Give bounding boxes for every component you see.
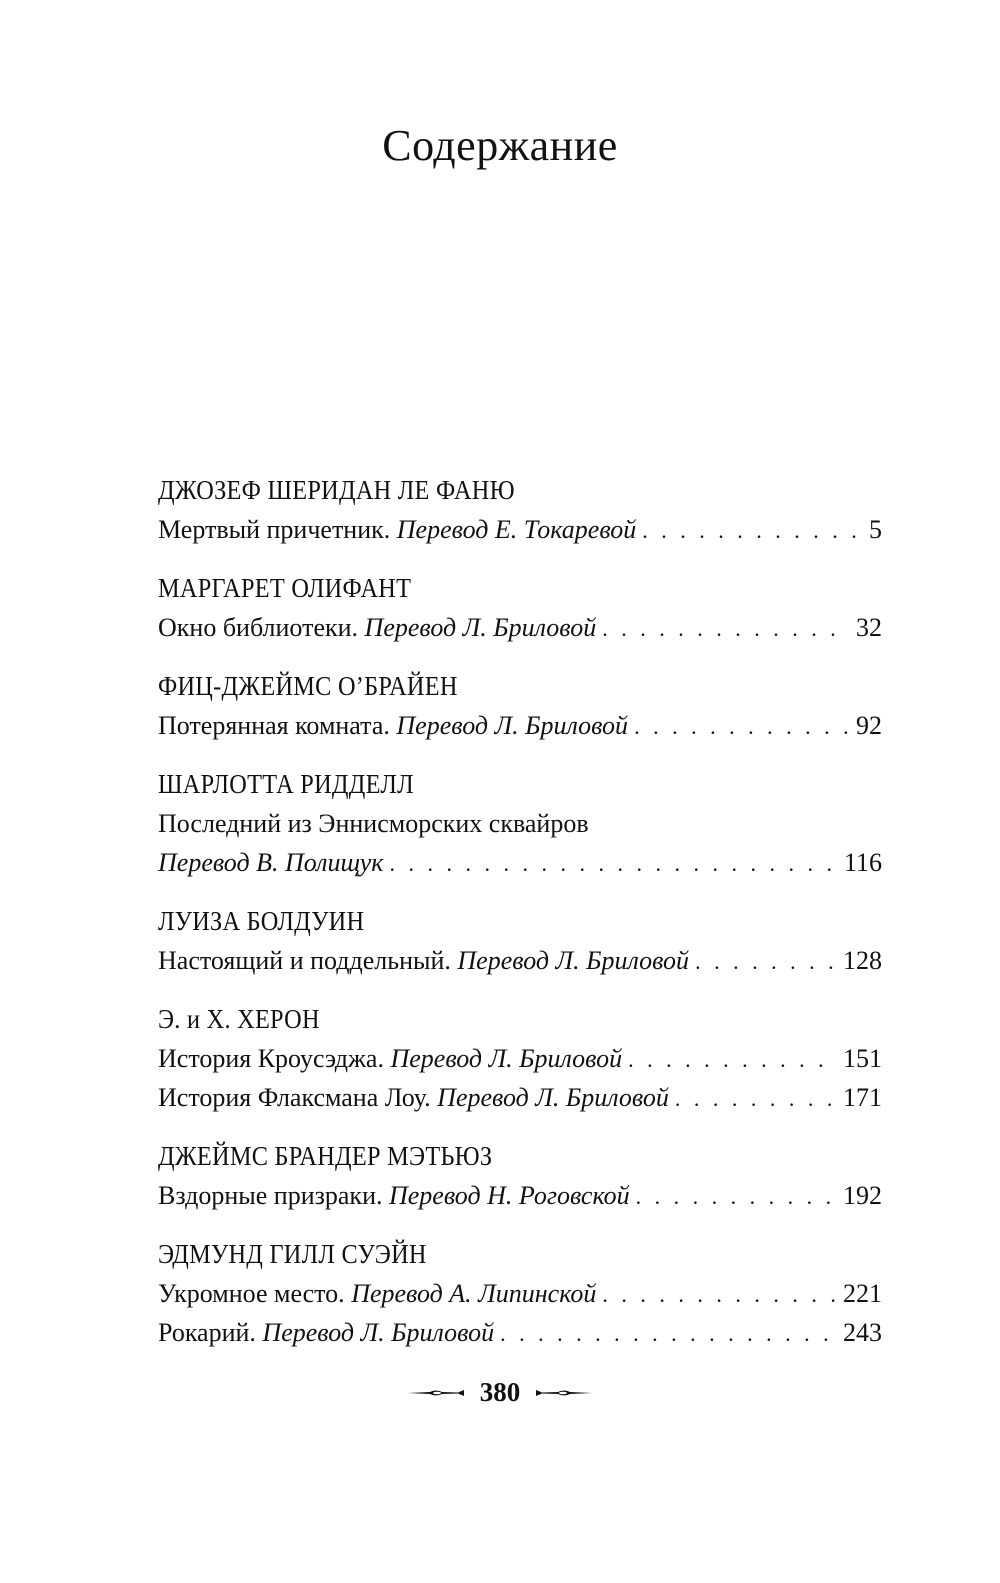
- toc-group: [158, 1234, 882, 1352]
- translator: Перевод Л. Бриловой: [390, 1044, 623, 1073]
- author-name: ЛУИЗА БОЛДУИН: [158, 906, 365, 936]
- dot-leader: [602, 1275, 837, 1314]
- dot-leader: [389, 844, 838, 883]
- translator: Перевод В. Полищук: [158, 848, 384, 877]
- toc-entry[interactable]: [158, 1039, 882, 1078]
- author-name: ФИЦ-ДЖЕЙМС О’БРАЙЕН: [158, 671, 458, 701]
- page-ref: 116: [843, 848, 882, 877]
- toc-entry[interactable]: [158, 608, 882, 647]
- dot-leader: [642, 511, 863, 550]
- dot-leader: [634, 707, 850, 746]
- toc-entry[interactable]: [158, 510, 882, 549]
- page-footer: [0, 1377, 1000, 1408]
- translator: Перевод Л. Бриловой: [437, 1083, 669, 1112]
- toc-entry[interactable]: [158, 1274, 882, 1313]
- toc-entry[interactable]: [158, 843, 882, 882]
- page-ref: 92: [856, 711, 882, 740]
- toc-entry[interactable]: [158, 706, 882, 745]
- author-name: ДЖЕЙМС БРАНДЕР МЭТЬЮЗ: [158, 1141, 493, 1171]
- story-title: История Кроусэджа.: [158, 1044, 384, 1073]
- dot-leader: [628, 1040, 837, 1079]
- page-title: Содержание: [382, 121, 618, 170]
- page-ref: 192: [843, 1181, 882, 1210]
- dot-leader: [695, 942, 837, 981]
- dot-leader: [602, 609, 850, 648]
- page-ref: 5: [869, 515, 882, 544]
- author-name: Э. и Х. ХЕРОН: [158, 1004, 320, 1034]
- author-name: ЭДМУНД ГИЛЛ СУЭЙН: [158, 1239, 427, 1269]
- page-ref: 171: [843, 1083, 882, 1112]
- page-ref: 128: [843, 946, 882, 975]
- toc-group: [158, 1136, 882, 1215]
- page-ref: 221: [843, 1279, 882, 1308]
- translator: Перевод Л. Бриловой: [457, 946, 690, 975]
- toc-entry[interactable]: [158, 1313, 882, 1352]
- toc-group: [158, 764, 882, 882]
- toc-entry[interactable]: [158, 941, 882, 980]
- toc-group: [158, 568, 882, 647]
- story-title: Мертвый причетник.: [158, 515, 391, 544]
- toc-group: [158, 666, 882, 745]
- story-title: Вздорные призраки.: [158, 1181, 383, 1210]
- toc-group: [158, 901, 882, 980]
- story-title: Рокарий.: [158, 1318, 256, 1347]
- author-name: ДЖОЗЕФ ШЕРИДАН ЛЕ ФАНЮ: [158, 475, 515, 505]
- translator: Перевод Л. Бриловой: [396, 711, 629, 740]
- toc-group: [158, 999, 882, 1117]
- translator: Перевод Л. Бриловой: [262, 1318, 495, 1347]
- toc-entry[interactable]: [158, 1176, 882, 1215]
- story-title: Настоящий и поддельный.: [158, 946, 451, 975]
- dot-leader: [675, 1079, 837, 1118]
- page-ref: 243: [843, 1318, 882, 1347]
- page-ref: 32: [856, 613, 882, 642]
- translator: Перевод А. Липинской: [351, 1279, 597, 1308]
- toc-group: [158, 470, 882, 549]
- author-name: МАРГАРЕТ ОЛИФАНТ: [158, 573, 412, 603]
- story-title: Окно библиотеки.: [158, 613, 359, 642]
- story-title: История Флаксмана Лоу.: [158, 1083, 431, 1112]
- story-title: Потерянная комната.: [158, 711, 390, 740]
- dot-leader: [636, 1177, 837, 1216]
- toc-entry[interactable]: [158, 1078, 882, 1117]
- story-title: Укромное место.: [158, 1279, 345, 1308]
- page-ref: 151: [843, 1044, 882, 1073]
- story-title[interactable]: Последний из Эннисморских сквайров: [158, 809, 589, 838]
- page-number: 380: [479, 1377, 521, 1407]
- dot-leader: [500, 1314, 837, 1353]
- translator: Перевод Н. Роговской: [388, 1181, 630, 1210]
- right-ornament-icon: [530, 1386, 592, 1400]
- translator: Перевод Л. Бриловой: [364, 613, 597, 642]
- translator: Перевод Е. Токаревой: [396, 515, 637, 544]
- author-name: ШАРЛОТТА РИДДЕЛЛ: [158, 769, 414, 799]
- left-ornament-icon: [408, 1386, 470, 1400]
- table-of-contents: [158, 470, 882, 1371]
